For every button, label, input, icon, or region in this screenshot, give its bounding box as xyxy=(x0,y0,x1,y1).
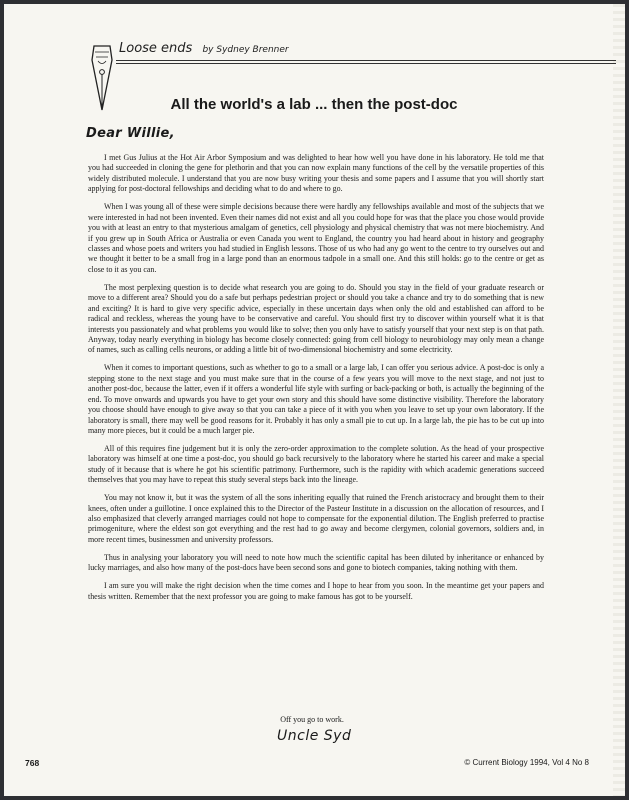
paragraph: When I was young all of these were simple decisions because there were hardly any fellowships available and most of the subjects that we were interested in had not been invented. Even their names did not exist and all you could hope for was that the place you chose would provide you with at least an entry to that mysterious amalgam of genetics, cell physiology and physical chemistry that was not mere biochemistry. And if you grew up in South Africa or Australia or even Canada you went to England, the country you had heard about in history and geography classes and whose poets and writers you had studied in English lessons. Those of us who had any go went to the centre to try ourselves out and we thought it better to be a small frog in a large pond than an enormous tadpole in a small one. And this still holds: go to the centre or get as close to it as you can. xyxy=(88,202,544,274)
closing-line: Off you go to work. xyxy=(280,715,344,724)
paragraph: All of this requires fine judgement but it is only the zero-order approximation to the complete solution. As the head of your prospective laboratory was himself at one time a post-doc, you should go back recursively to the laboratory where he started his career and make a special study of it because that is where he got his scientific patrimony. Furthermore, such is the rapidity with which academic generations succeed themselves that you may have to repeat this study several steps back into the lineage. xyxy=(88,443,544,485)
article-body xyxy=(88,153,544,609)
paragraph: When it comes to important questions, such as whether to go to a small or a large lab, I can offer you serious advice. A post-doc is only a stepping stone to the next stage and you must make sure that in the course of a few years you will move to the next stage, and not just to another post-doc, because the latter, even if it offers a wonderful life style with surfing or back-packing or both, is actually the beginning of the end. To move onwards and upwards you have to get your own story and this should have some distinctive visibility. Therefore the laboratory you choose should have enough to give away so that you can take a piece of it with you when you leave to set up your own laboratory. If the laboratory is small, there may well be good reasons for it. Probably it has only a small pie to cut up. In a large lab, the pie has to be cut up into many more pieces, but it could be a much larger pie. xyxy=(88,363,544,436)
series-title: Loose ends xyxy=(119,41,193,56)
copyright-credit: © Current Biology 1994, Vol 4 No 8 xyxy=(464,758,589,767)
torn-page-edge xyxy=(613,4,625,796)
salutation: Dear Willie, xyxy=(86,126,175,141)
paragraph: Thus in analysing your laboratory you will need to note how much the scientific capital has been diluted by inheritance or enhanced by lucky marriages, and also how many of the post-docs have been second sons and gone to biotech companies, taking nothing with them. xyxy=(88,552,544,573)
article-headline: All the world's a lab ... then the post-doc xyxy=(170,96,458,113)
paragraph: I met Gus Julius at the Hot Air Arbor Symposium and was delighted to hear how well you have done in his laboratory. He told me that you had succeeded in cloning the gene for plethorin and that you can now explain many functions of the cell by the versatile properties of this widely distributed molecule. I understand that you are now busy writing your thesis and some papers and I assume that you will shortly start applying for post-doctoral fellowships and deciding what to do and where to go. xyxy=(88,153,544,194)
magazine-page xyxy=(4,4,625,796)
column-header xyxy=(119,41,289,56)
page-number: 768 xyxy=(25,758,40,768)
paragraph: You may not know it, but it was the system of all the sons inheriting equally that ruined the French aristocracy and brought them to their knees, often under a guillotine. I once explained this to the Director of the Pasteur Institute in a discussion on the allocation of resources, and I also emphasized that cleverly arranged marriages could not hope to compensate for the exponential dilution. The English preferred to practise primogeniture, where the eldest son got everything and the rest had to go away and become clergymen, colonial governors, soldiers and, in more recent times, businessmen and university professors. xyxy=(88,493,544,544)
byline: by Sydney Brenner xyxy=(202,45,289,55)
header-rule xyxy=(116,60,616,61)
paragraph: The most perplexing question is to decide what research you are going to do. Should you stay in the field of your graduate research or move to a different area? Should you do a safe but perhaps pedestrian project or should you take a chance and try to do something that is new and exciting? It is hard to give very specific advice, especially in these uncertain days when only the old and established can afford to be radical and reckless, whereas the young have to be conservative and careful. You should first try to discover within yourself what it is that interests you passionately and what problems you would like to solve; then you only have to satisfy yourself that your next step is on that path. Anyway, today nearly everything in biology has become closely connected: going from cell biology to neurobiology may only mean a change of names, such as calling cells neurons, or adding a little bit of two-dimensional biochemistry and some electricity. xyxy=(88,282,544,355)
paragraph: I am sure you will make the right decision when the time comes and I hope to hear from you soon. In the meantime get your papers and thesis written. Remember that the next professor you are going to make famous has got to be yourself. xyxy=(88,581,544,601)
signature: Uncle Syd xyxy=(277,728,352,744)
header-rule-secondary xyxy=(116,63,616,64)
